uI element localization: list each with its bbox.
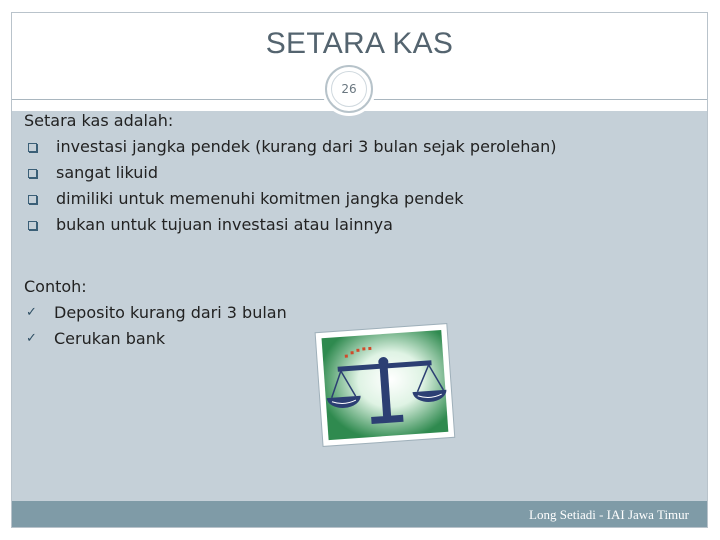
criteria-text: dimiliki untuk memenuhi komitmen jangka pendek [56,189,464,208]
checkmark-icon: ✓ [26,331,37,346]
list-item [24,134,557,160]
criteria-list [24,134,557,238]
example-text: Deposito kurang dari 3 bulan [54,303,287,322]
example-text: Cerukan bank [54,329,166,348]
example-section [24,274,287,352]
definition-section [24,108,557,238]
criteria-text: sangat likuid [56,163,159,182]
square-bullet-icon [28,221,37,230]
criteria-text: bukan untuk tujuan investasi atau lainnya [56,215,393,234]
example-heading: Contoh: [24,277,87,296]
slide-title: SETARA KAS [265,27,454,60]
list-item [24,160,557,186]
example-list [24,300,287,352]
checkmark-icon: ✓ [26,305,37,320]
footer-bar [12,501,707,527]
list-item [24,186,557,212]
square-bullet-icon [28,195,37,204]
list-item [24,326,287,352]
page-number-badge [325,65,373,113]
page-number: 26 [341,82,357,96]
square-bullet-icon [28,143,37,152]
list-item [24,212,557,238]
square-bullet-icon [28,169,37,178]
balance-scale-icon [309,320,461,452]
footer-text: Long Setiadi - IAI Jawa Timur [529,507,689,522]
criteria-text: investasi jangka pendek (kurang dari 3 bulan sejak perolehan) [56,137,557,156]
list-item [24,300,287,326]
intro-heading: Setara kas adalah: [24,111,174,130]
